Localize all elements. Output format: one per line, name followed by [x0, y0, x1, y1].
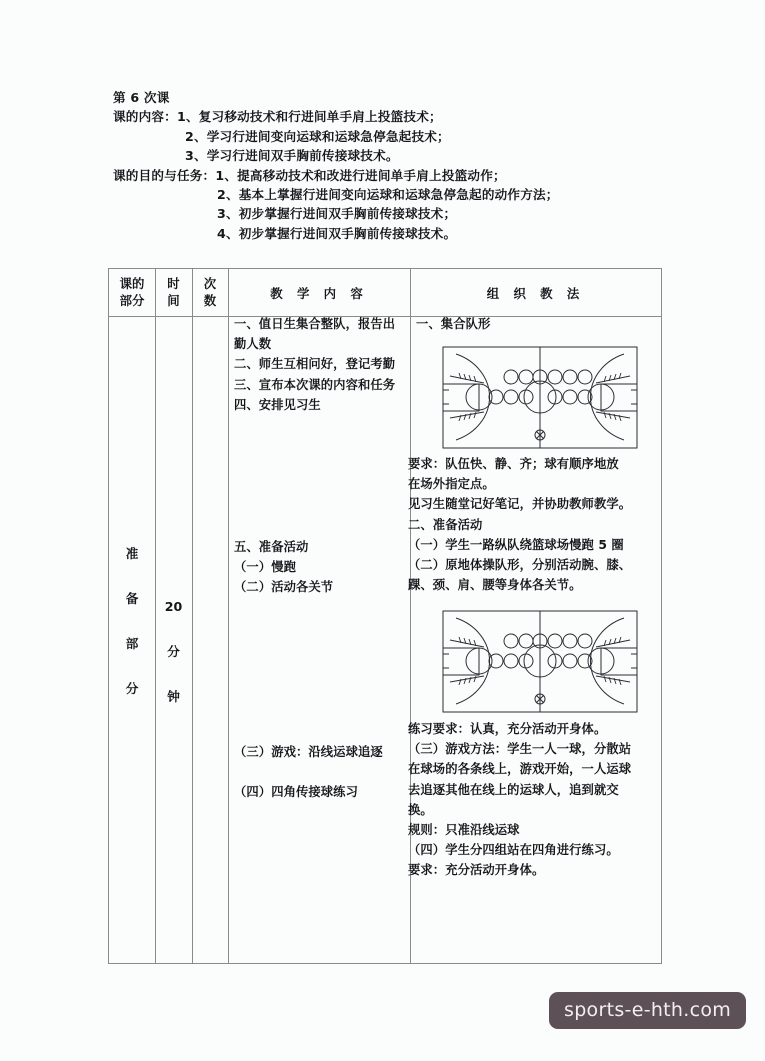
basketball-court-diagram-2 — [442, 610, 638, 713]
row-label-part-char-1: 准 — [125, 546, 139, 561]
method-block-1-line-4: 二、准备活动 — [408, 517, 483, 532]
method-block-2 — [408, 719, 662, 881]
teaching-content-top-line-5: 四、安排见习生 — [234, 397, 321, 412]
method-block-2-line-4: 去追逐其他在线上的运球人，追到就交 — [408, 782, 619, 797]
method-block-2-line-5: 换。 — [408, 802, 433, 817]
teaching-content-top-line-2: 勤人数 — [234, 337, 272, 352]
teaching-content-low — [234, 742, 410, 802]
method-block-1 — [408, 454, 662, 595]
lesson-heading-block — [113, 88, 673, 243]
table-header-time — [155, 275, 192, 309]
teaching-content-low-line-2: （四）四角传接球练习 — [234, 785, 358, 800]
lesson-purpose-item-1: 1、提高移动技术和改进行进间单手肩上投篮动作； — [215, 167, 506, 183]
lesson-number: 第 6 次课 — [113, 90, 170, 105]
teaching-content-mid — [234, 537, 410, 598]
teaching-content-top-line-4: 三、宣布本次课的内容和任务 — [234, 377, 396, 392]
method-block-2-line-8: 要求：充分活动开身体。 — [408, 863, 545, 878]
teaching-content-mid-line-1: 五、准备活动 — [234, 540, 309, 554]
lesson-purpose-label: 课的目的与任务： — [113, 167, 216, 183]
method-block-1-line-5: （一）学生一路纵队绕篮球场慢跑 5 圈 — [408, 537, 624, 552]
row-label-part-char-2: 备 — [125, 591, 139, 606]
teaching-content-mid-line-2: （一）慢跑 — [234, 560, 296, 575]
method-block-1-line-7: 踝、颈、肩、腰等身体各关节。 — [408, 578, 582, 593]
teaching-content-spacer — [234, 762, 410, 782]
table-header-part — [109, 275, 155, 309]
row-label-part-char-3: 部 — [125, 636, 139, 651]
lesson-content-label: 课的内容： — [113, 109, 177, 125]
lesson-content-item-1: 1、复习移动技术和行进间单手肩上投篮技术； — [176, 109, 442, 125]
table-header-organization-method: 组 织 教 法 — [486, 286, 585, 301]
teaching-content-top-line-1: 一、值日生集合整队，报告出 — [234, 317, 396, 331]
table-column-rule — [192, 269, 193, 963]
table-header-teaching-content: 教 学 内 容 — [270, 286, 368, 301]
method-block-2-line-7: （四）学生分四组站在四角进行练习。 — [408, 843, 619, 858]
table-header-time-line-1: 时 — [167, 276, 180, 291]
table-column-rule — [228, 269, 229, 963]
basketball-court-svg — [442, 610, 638, 713]
lesson-purpose-item-4: 4、初步掌握行进间双手胸前传接球技术。 — [217, 225, 457, 241]
method-block-1-line-1: 要求：队伍快、静、齐；球有顺序地放 — [408, 457, 619, 471]
table-header-part-line-2: 部分 — [119, 293, 145, 308]
basketball-court-diagram-1 — [442, 346, 638, 449]
method-block-2-line-6: 规则：只准沿线运球 — [408, 823, 520, 838]
method-title-1: 一、集合队形 — [416, 317, 491, 331]
lesson-purpose-item-2: 2、基本上掌握行进间变向运球和运球急停急起的动作方法； — [217, 187, 559, 203]
method-block-1-line-6: （二）原地体操队形，分别活动腕、膝、 — [408, 558, 632, 573]
site-watermark: sports-e-hth.com — [549, 992, 746, 1029]
teaching-content-top-line-3: 二、师生互相问好，登记考勤 — [234, 357, 396, 372]
row-label-part-char-4: 分 — [125, 681, 139, 696]
table-header-part-line-1: 课的 — [119, 276, 145, 291]
teaching-content-top — [234, 314, 410, 415]
teaching-content-low-line-1: （三）游戏：沿线运球追逐 — [234, 745, 383, 759]
method-block-1-line-2: 在场外指定点。 — [408, 477, 495, 492]
row-label-time — [155, 584, 192, 719]
lesson-plan-table — [108, 268, 662, 964]
basketball-court-svg — [442, 346, 638, 449]
table-header-count-line-2: 数 — [203, 293, 217, 308]
method-block-2-line-3: 在球场的各条线上，游戏开始，一人运球 — [408, 762, 632, 777]
table-header-count-line-1: 次 — [203, 276, 217, 291]
row-label-time-unit-2: 钟 — [167, 689, 180, 704]
row-label-part — [109, 531, 155, 711]
method-block-2-line-1: 练习要求：认真，充分活动开身体。 — [408, 722, 607, 736]
table-header-time-line-2: 间 — [167, 293, 180, 308]
row-label-time-value: 20 — [164, 599, 183, 614]
lesson-content-item-3: 3、学习行进间双手胸前传接球技术。 — [185, 148, 399, 164]
method-block-2-line-2: （三）游戏方法：学生一人一球，分散站 — [408, 742, 632, 757]
method-block-1-line-3: 见习生随堂记好笔记，并协助教师教学。 — [408, 497, 632, 512]
teaching-content-mid-line-3: （二）活动各关节 — [234, 580, 334, 595]
table-header-count — [192, 275, 228, 309]
lesson-purpose-line-1 — [113, 166, 673, 185]
lesson-purpose-item-3: 3、初步掌握行进间双手胸前传接球技术； — [217, 206, 457, 222]
row-label-time-unit-1: 分 — [167, 644, 180, 659]
lesson-content-item-2: 2、学习行进间变向运球和运球急停急起技术； — [185, 128, 450, 144]
lesson-content-line-1 — [113, 107, 673, 126]
